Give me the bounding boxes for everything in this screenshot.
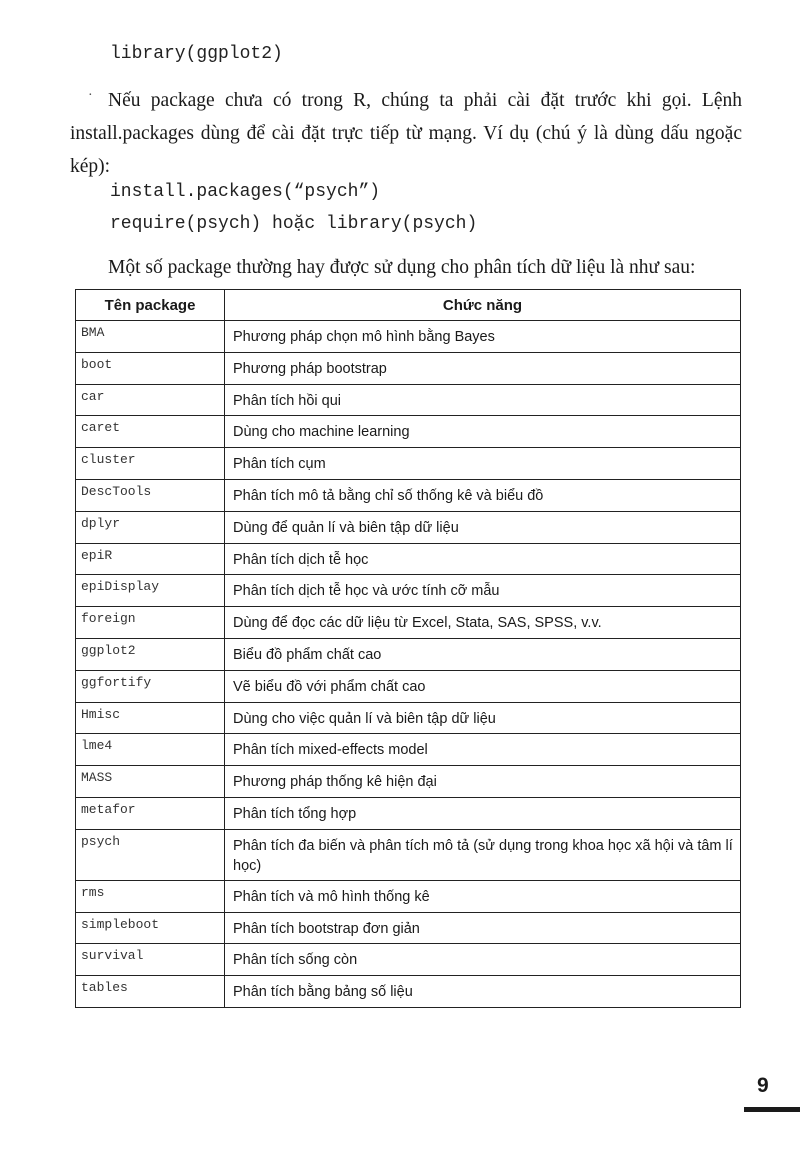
package-name-cell: metafor — [76, 797, 225, 829]
table-row — [76, 321, 741, 353]
package-name-cell: cluster — [76, 448, 225, 480]
table-row — [76, 352, 741, 384]
package-name-cell: tables — [76, 976, 225, 1008]
table-row — [76, 766, 741, 798]
package-name-cell: simpleboot — [76, 912, 225, 944]
package-function-cell: Dùng để đọc các dữ liệu từ Excel, Stata, SAS, SPSS, v.v. — [225, 607, 741, 639]
table-row — [76, 797, 741, 829]
package-name-cell: BMA — [76, 321, 225, 353]
table-row — [76, 880, 741, 912]
package-name-cell: rms — [76, 880, 225, 912]
table-row — [76, 543, 741, 575]
table-row — [76, 912, 741, 944]
package-name-cell: psych — [76, 829, 225, 880]
table-row — [76, 511, 741, 543]
table-row — [76, 702, 741, 734]
package-function-cell: Dùng để quản lí và biên tập dữ liệu — [225, 511, 741, 543]
package-table — [75, 289, 741, 1008]
table-row — [76, 944, 741, 976]
table-row — [76, 575, 741, 607]
install-intro-paragraph: Nếu package chưa có trong R, chúng ta phải cài đặt trước khi gọi. Lệnh install.packages dùng để cài đặt trực tiếp từ mạng. Ví dụ (chú ý là dùng dấu ngoặc kép): — [70, 90, 742, 177]
package-name-cell: boot — [76, 352, 225, 384]
page-number: 9 — [757, 1074, 769, 1097]
table-header-row — [76, 290, 741, 321]
table-row — [76, 638, 741, 670]
package-name-cell: ggfortify — [76, 670, 225, 702]
package-function-cell: Phân tích tổng hợp — [225, 797, 741, 829]
package-function-cell: Phân tích dịch tễ học và ước tính cỡ mẫu — [225, 575, 741, 607]
package-name-cell: MASS — [76, 766, 225, 798]
table-intro-paragraph: Một số package thường hay được sử dụng cho phân tích dữ liệu là như sau: — [108, 257, 696, 278]
table-row — [76, 384, 741, 416]
package-function-cell: Phân tích đa biến và phân tích mô tả (sử dụng trong khoa học xã hội và tâm lí học) — [225, 829, 741, 880]
code-require-psych: require(psych) hoặc library(psych) — [110, 214, 478, 234]
table-row — [76, 416, 741, 448]
package-function-cell: Phân tích bằng bảng số liệu — [225, 976, 741, 1008]
package-function-cell: Phân tích hồi qui — [225, 384, 741, 416]
page-footer-bar — [744, 1107, 800, 1112]
header-package-name: Tên package — [76, 290, 225, 321]
package-function-cell: Phương pháp thống kê hiện đại — [225, 766, 741, 798]
package-table-body — [76, 321, 741, 1008]
table-row — [76, 734, 741, 766]
table-row — [76, 829, 741, 880]
package-function-cell: Dùng cho việc quản lí và biên tập dữ liệu — [225, 702, 741, 734]
package-function-cell: Phương pháp chọn mô hình bằng Bayes — [225, 321, 741, 353]
package-function-cell: Phân tích bootstrap đơn giản — [225, 912, 741, 944]
package-name-cell: DescTools — [76, 479, 225, 511]
package-function-cell: Dùng cho machine learning — [225, 416, 741, 448]
package-function-cell: Vẽ biểu đồ với phẩm chất cao — [225, 670, 741, 702]
code-install-psych: install.packages(“psych”) — [110, 182, 381, 202]
code-library-ggplot2: library(ggplot2) — [110, 44, 283, 64]
header-function: Chức năng — [225, 290, 741, 321]
package-name-cell: caret — [76, 416, 225, 448]
package-function-cell: Biểu đồ phẩm chất cao — [225, 638, 741, 670]
package-function-cell: Phương pháp bootstrap — [225, 352, 741, 384]
package-function-cell: Phân tích mixed-effects model — [225, 734, 741, 766]
package-name-cell: epiR — [76, 543, 225, 575]
package-function-cell: Phân tích sống còn — [225, 944, 741, 976]
package-function-cell: Phân tích dịch tễ học — [225, 543, 741, 575]
package-name-cell: epiDisplay — [76, 575, 225, 607]
package-name-cell: survival — [76, 944, 225, 976]
package-name-cell: dplyr — [76, 511, 225, 543]
table-row — [76, 670, 741, 702]
package-name-cell: Hmisc — [76, 702, 225, 734]
package-function-cell: Phân tích cụm — [225, 448, 741, 480]
package-name-cell: lme4 — [76, 734, 225, 766]
package-function-cell: Phân tích và mô hình thống kê — [225, 880, 741, 912]
package-function-cell: Phân tích mô tả bằng chỉ số thống kê và biểu đồ — [225, 479, 741, 511]
table-row — [76, 448, 741, 480]
table-row — [76, 479, 741, 511]
table-row — [76, 607, 741, 639]
print-mark: · — [88, 88, 93, 103]
package-name-cell: ggplot2 — [76, 638, 225, 670]
package-name-cell: foreign — [76, 607, 225, 639]
package-name-cell: car — [76, 384, 225, 416]
table-row — [76, 976, 741, 1008]
